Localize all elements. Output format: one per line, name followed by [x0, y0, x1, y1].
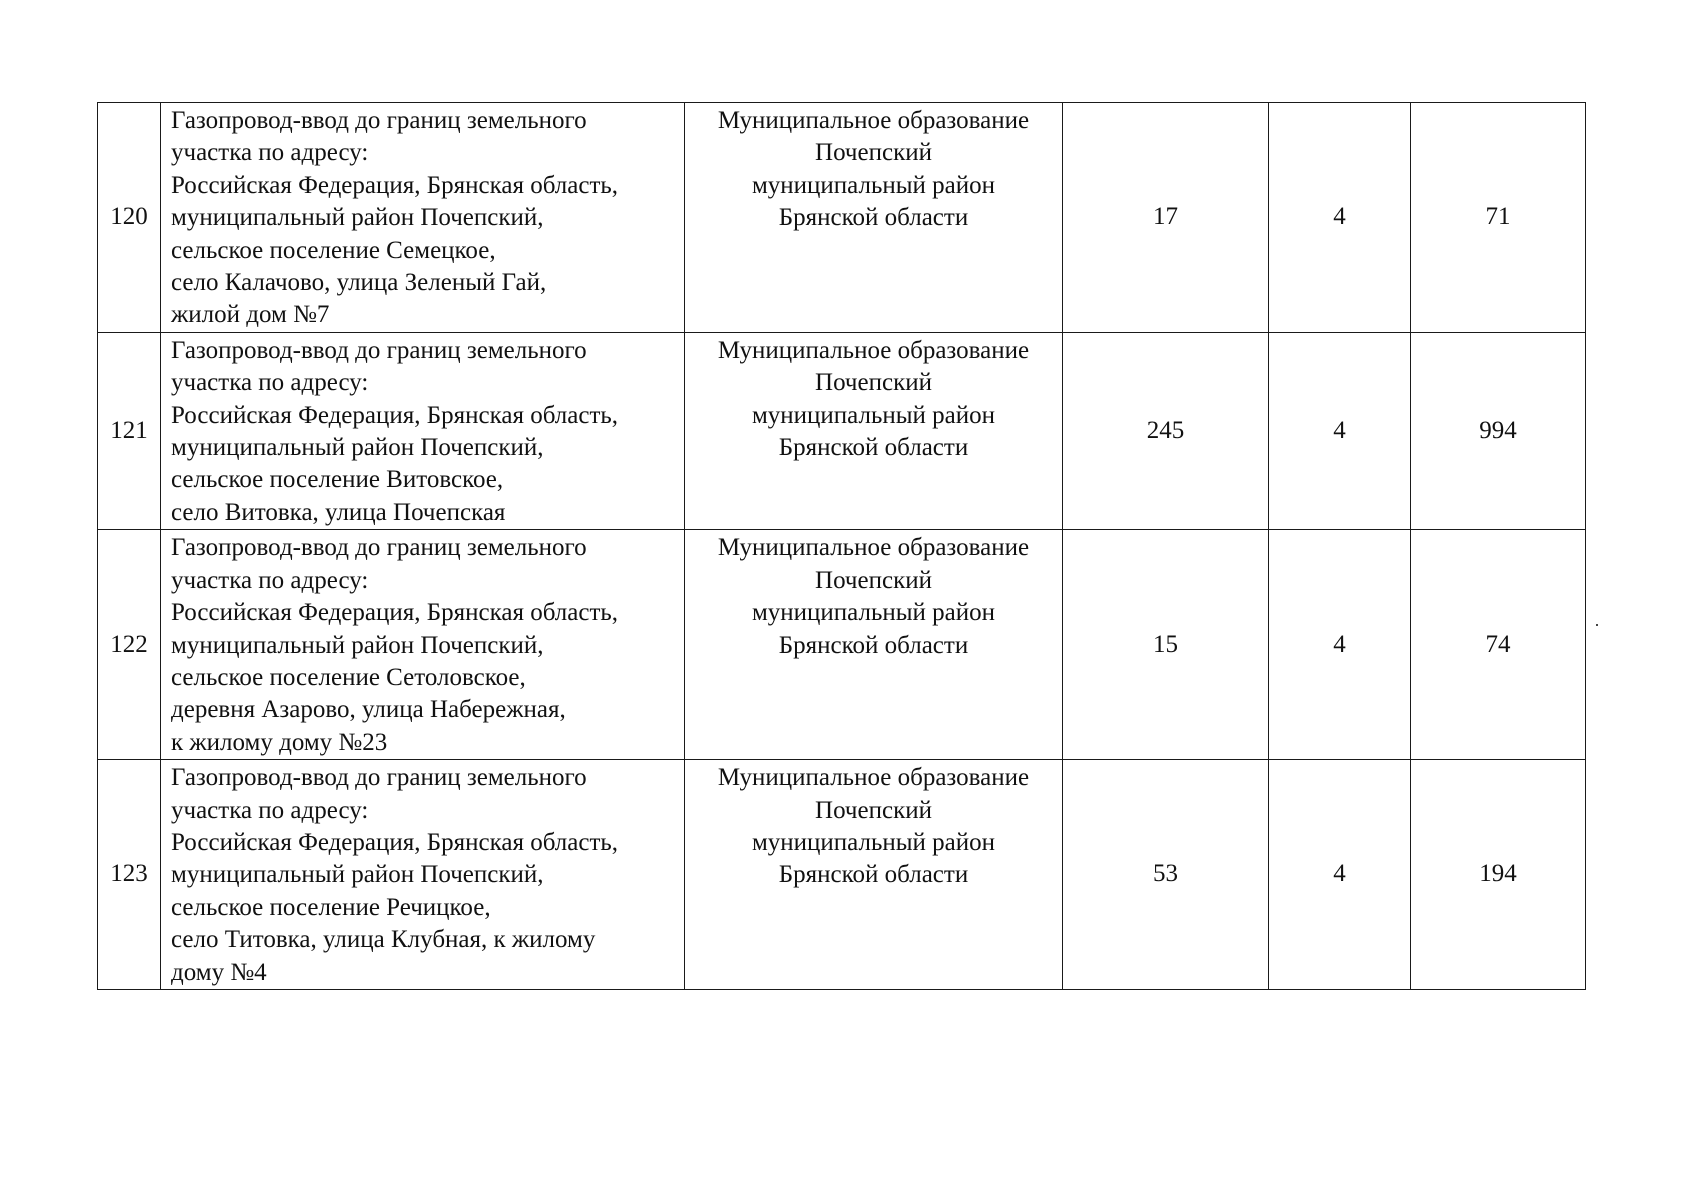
owner-line: Почепский — [815, 139, 932, 167]
owner-cell — [685, 103, 1063, 333]
description-line: сельское поселение Речицкое, — [171, 893, 491, 921]
value-cell-3: 194 — [1411, 760, 1586, 990]
description-line: сельское поселение Витовское, — [171, 466, 504, 494]
value-cell-1: 53 — [1063, 760, 1269, 990]
table-row — [98, 103, 1586, 333]
value-cell-2: 4 — [1269, 530, 1411, 760]
owner-line: Брянской области — [778, 434, 969, 462]
description-line: к жилому дому №23 — [171, 728, 388, 756]
owner-cell — [685, 332, 1063, 529]
object-description — [161, 332, 685, 529]
owner-line: Почепский — [815, 369, 932, 397]
description-line: участка по адресу: — [171, 139, 369, 167]
owner-cell — [685, 760, 1063, 990]
gas-pipeline-table — [97, 102, 1586, 990]
value-cell-1: 15 — [1063, 530, 1269, 760]
description-line: Газопровод-ввод до границ земельного — [171, 336, 587, 364]
value-cell-2: 4 — [1269, 332, 1411, 529]
owner-line: Почепский — [815, 566, 932, 594]
object-description — [161, 760, 685, 990]
table-row — [98, 530, 1586, 760]
owner-line: Брянской области — [778, 631, 969, 659]
description-line: участка по адресу: — [171, 796, 369, 824]
row-number: 120 — [98, 103, 161, 333]
row-number: 122 — [98, 530, 161, 760]
description-line: муниципальный район Почепский, — [171, 631, 544, 659]
owner-line: муниципальный район — [751, 401, 996, 429]
owner-line: Муниципальное образование — [717, 107, 1030, 134]
object-description — [161, 103, 685, 333]
description-line: муниципальный район Почепский, — [171, 204, 544, 232]
description-line: село Витовка, улица Почепская — [171, 498, 506, 526]
description-line: дому №4 — [171, 958, 267, 986]
description-line: Газопровод-ввод до границ земельного — [171, 764, 587, 792]
owner-line: Муниципальное образование — [717, 336, 1030, 364]
description-line: Российская Федерация, Брянская область, — [171, 828, 619, 856]
description-line: сельское поселение Сетоловское, — [171, 663, 526, 691]
value-cell-2: 4 — [1269, 760, 1411, 990]
description-line: Газопровод-ввод до границ земельного — [171, 107, 587, 134]
description-line: жилой дом №7 — [171, 301, 330, 329]
owner-cell — [685, 530, 1063, 760]
description-line: Российская Федерация, Брянская область, — [171, 401, 619, 429]
owner-line: Брянской области — [778, 861, 969, 889]
table-row — [98, 332, 1586, 529]
description-line: сельское поселение Семецкое, — [171, 236, 496, 264]
owner-line: муниципальный район — [751, 828, 996, 856]
owner-line: Муниципальное образование — [717, 764, 1030, 792]
owner-line: муниципальный район — [751, 599, 996, 627]
value-cell-3: 74 — [1411, 530, 1586, 760]
description-line: участка по адресу: — [171, 369, 369, 397]
value-cell-1: 17 — [1063, 103, 1269, 333]
owner-line: Почепский — [815, 796, 932, 824]
description-line: участка по адресу: — [171, 566, 369, 594]
description-line: Российская Федерация, Брянская область, — [171, 599, 619, 627]
scan-speck — [1596, 624, 1598, 626]
row-number: 121 — [98, 332, 161, 529]
owner-line: Брянской области — [778, 204, 969, 232]
value-cell-3: 71 — [1411, 103, 1586, 333]
table-row — [98, 760, 1586, 990]
value-cell-2: 4 — [1269, 103, 1411, 333]
description-line: деревня Азарово, улица Набережная, — [171, 696, 566, 724]
row-number: 123 — [98, 760, 161, 990]
value-cell-1: 245 — [1063, 332, 1269, 529]
description-line: муниципальный район Почепский, — [171, 861, 544, 889]
description-line: село Калачово, улица Зеленый Гай, — [171, 269, 547, 297]
description-line: муниципальный район Почепский, — [171, 434, 544, 462]
value-cell-3: 994 — [1411, 332, 1586, 529]
description-line: Российская Федерация, Брянская область, — [171, 171, 619, 199]
description-line: село Титовка, улица Клубная, к жилому — [171, 926, 596, 954]
description-line: Газопровод-ввод до границ земельного — [171, 534, 587, 562]
object-description — [161, 530, 685, 760]
owner-line: Муниципальное образование — [717, 534, 1030, 562]
owner-line: муниципальный район — [751, 171, 996, 199]
